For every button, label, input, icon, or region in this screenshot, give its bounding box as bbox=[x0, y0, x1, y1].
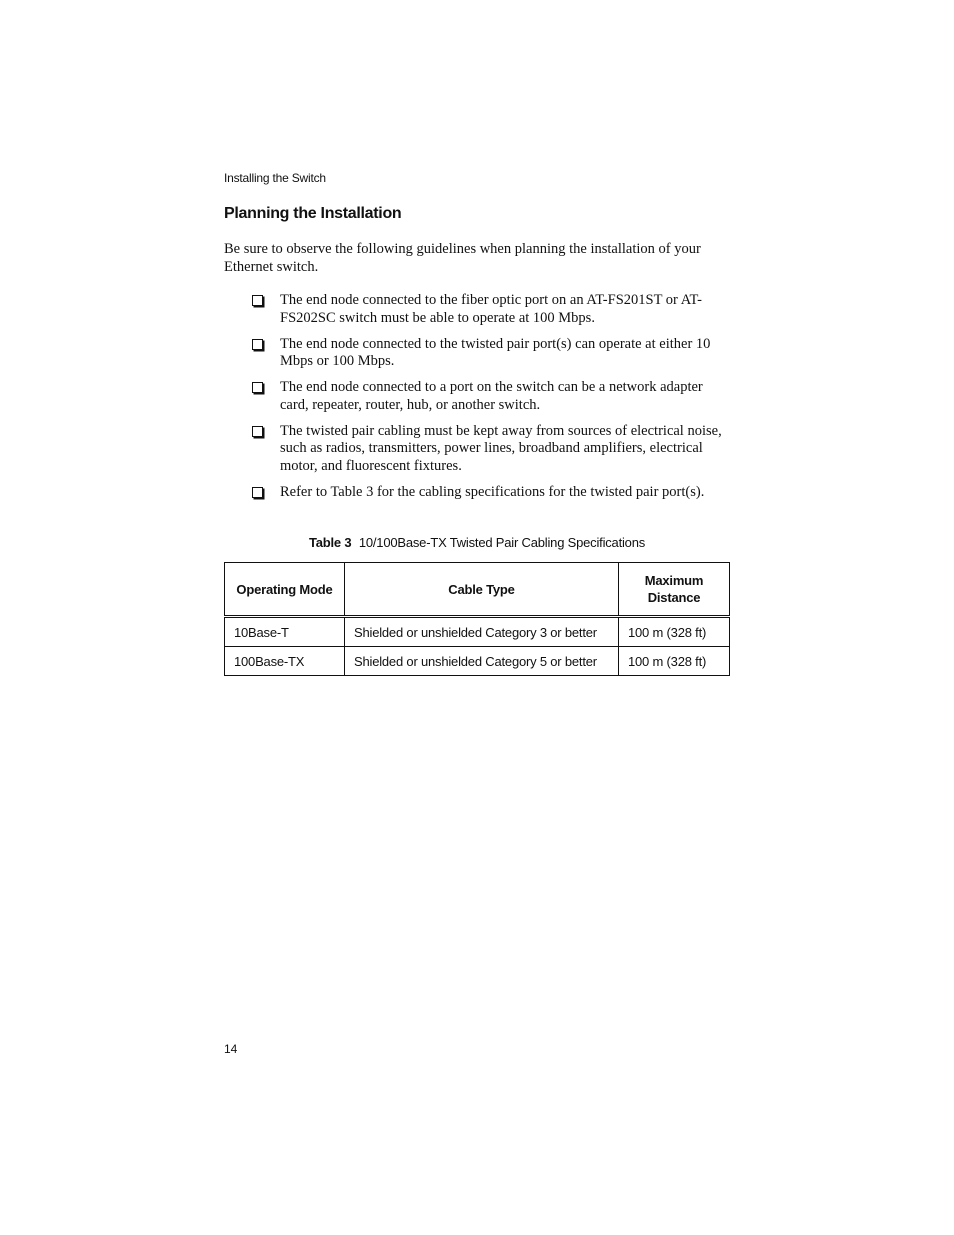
list-item bbox=[252, 379, 734, 414]
list-item-text: The twisted pair cabling must be kept away from sources of electrical noise, such as radios, transmitters, power lines, broadband amplifiers, electrical motor, and fluorescent fixtures. bbox=[280, 422, 722, 474]
table-cell-mode: 100Base-TX bbox=[225, 647, 345, 676]
table-cell-distance: 100 m (328 ft) bbox=[619, 617, 730, 647]
column-header-operating-mode: Operating Mode bbox=[225, 563, 345, 617]
table-row bbox=[225, 617, 730, 647]
table-caption bbox=[224, 535, 730, 550]
checkbox-bullet-icon bbox=[252, 382, 263, 393]
table-caption-text: 10/100Base-TX Twisted Pair Cabling Specifications bbox=[358, 535, 646, 550]
table-cell-cable: Shielded or unshielded Category 3 or better bbox=[345, 617, 619, 647]
column-header-cable-type: Cable Type bbox=[345, 563, 619, 617]
section-title: Planning the Installation bbox=[224, 205, 402, 222]
checkbox-bullet-icon bbox=[252, 426, 263, 437]
list-item bbox=[252, 292, 734, 327]
guideline-list bbox=[252, 292, 734, 510]
table-cell-mode: 10Base-T bbox=[225, 617, 345, 647]
intro-paragraph: Be sure to observe the following guidelines when planning the installation of your Ethernet switch. bbox=[224, 241, 701, 275]
column-header-maximum-distance: Maximum Distance bbox=[619, 563, 730, 617]
list-item bbox=[252, 423, 734, 476]
table-caption-label: Table 3 bbox=[308, 535, 352, 550]
cabling-spec-table bbox=[224, 562, 730, 676]
list-item-text: The end node connected to a port on the switch can be a network adapter card, repeater, router, hub, or another switch. bbox=[280, 379, 703, 413]
checkbox-bullet-icon bbox=[252, 487, 263, 498]
list-item-text: Refer to Table 3 for the cabling specifications for the twisted pair port(s). bbox=[280, 483, 705, 500]
table-row bbox=[225, 647, 730, 676]
table-header-row bbox=[225, 563, 730, 617]
list-item bbox=[252, 336, 734, 371]
table-cell-cable: Shielded or unshielded Category 5 or better bbox=[345, 647, 619, 676]
running-head: Installing the Switch bbox=[224, 171, 326, 185]
checkbox-bullet-icon bbox=[252, 295, 263, 306]
list-item-text: The end node connected to the twisted pair port(s) can operate at either 10 Mbps or 100 Mbps. bbox=[280, 335, 711, 369]
table-cell-distance: 100 m (328 ft) bbox=[619, 647, 730, 676]
checkbox-bullet-icon bbox=[252, 339, 263, 350]
list-item-text: The end node connected to the fiber optic port on an AT-FS201ST or AT-FS202SC switch must be able to operate at 100 Mbps. bbox=[280, 292, 702, 326]
page-number: 14 bbox=[224, 1042, 238, 1056]
list-item bbox=[252, 484, 734, 502]
